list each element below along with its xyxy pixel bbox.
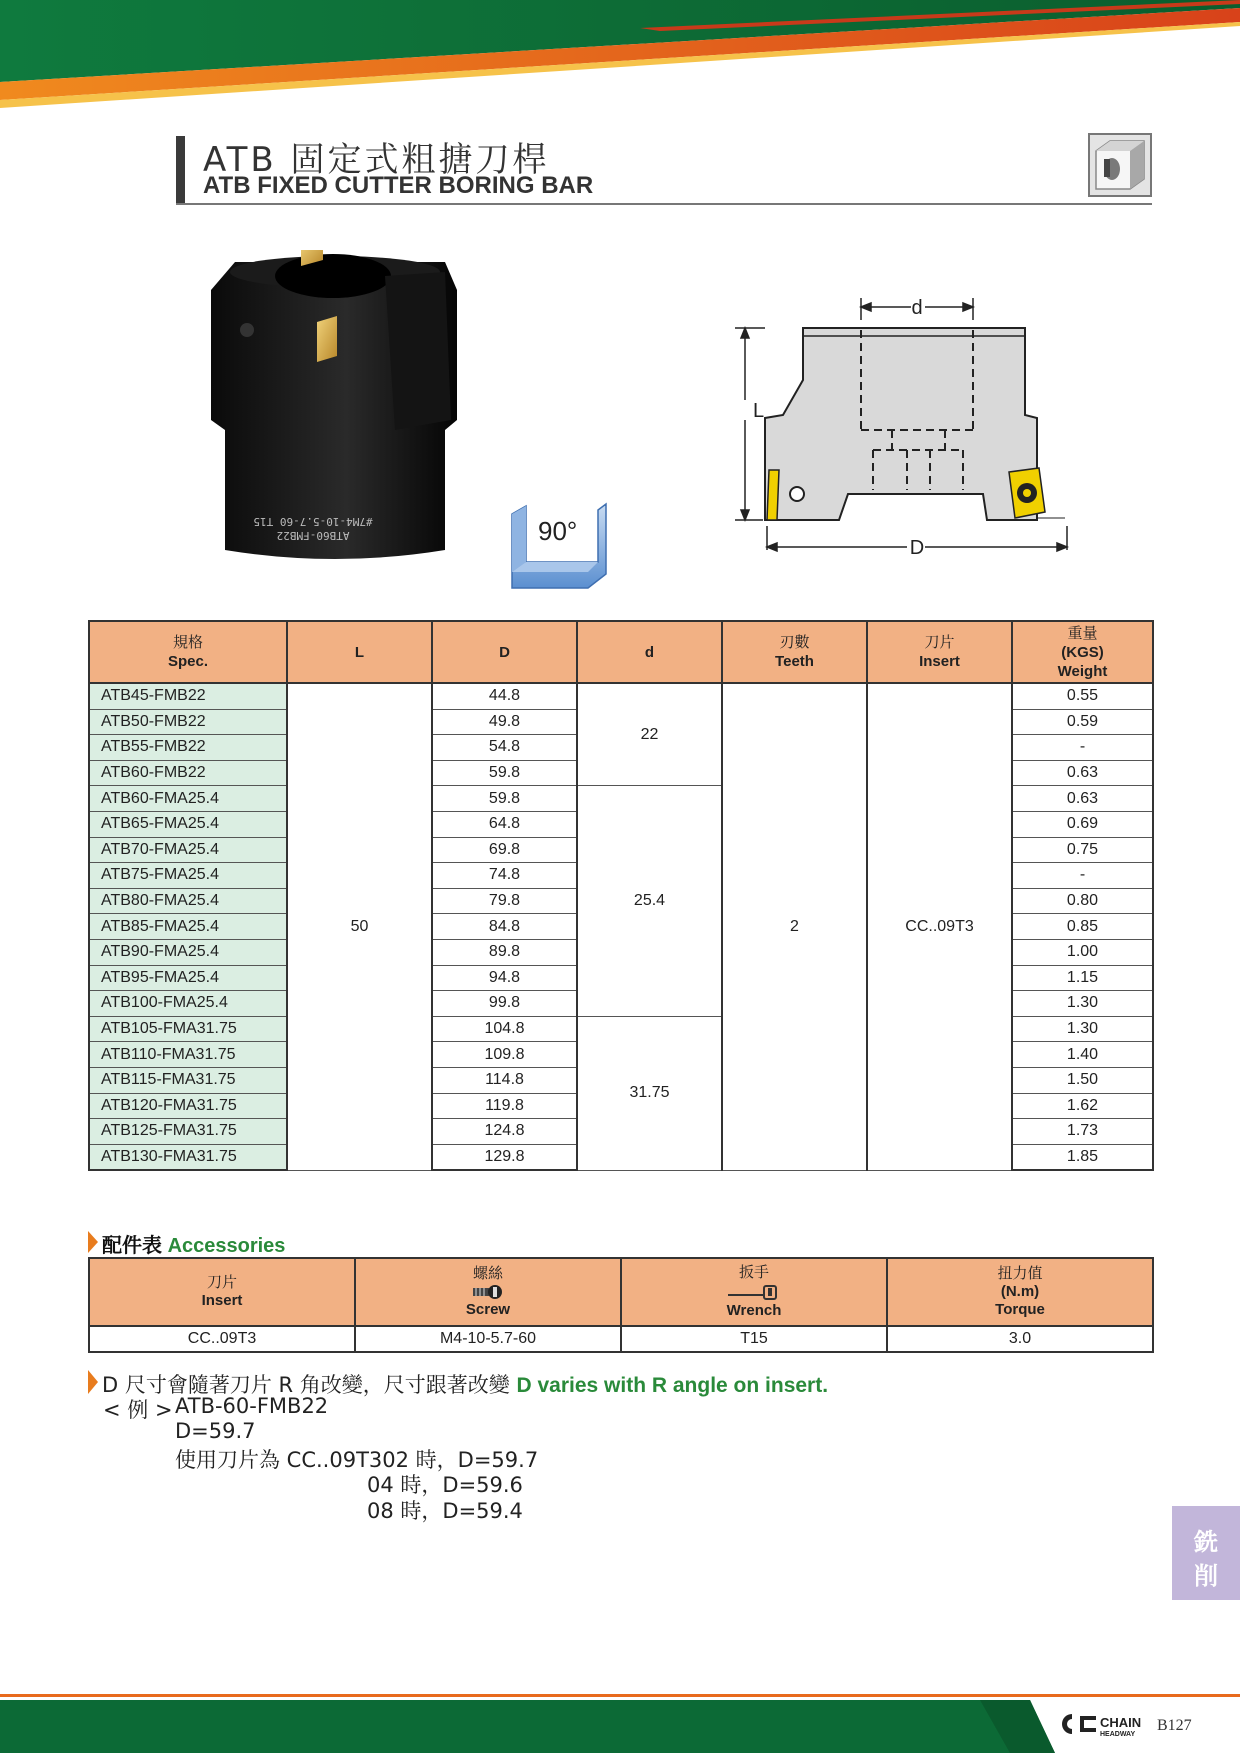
spec-cell: ATB75-FMA25.4 bbox=[89, 863, 287, 889]
D-cell: 59.8 bbox=[432, 760, 577, 786]
weight-cell: - bbox=[1012, 735, 1153, 761]
col-d: d bbox=[577, 621, 722, 683]
accessories-heading bbox=[102, 1229, 285, 1258]
diagram-label-L: L bbox=[753, 400, 765, 422]
acc-wrench-value: T15 bbox=[621, 1326, 887, 1352]
weight-cell: 1.30 bbox=[1012, 991, 1153, 1017]
acc-col-insert: 刀片 Insert bbox=[89, 1258, 355, 1326]
D-cell: 49.8 bbox=[432, 709, 577, 735]
d-cell: 22 bbox=[577, 683, 722, 786]
note-line-insert: 使用刀片為 CC..09T302 時，D=59.7 bbox=[175, 1448, 539, 1472]
D-cell: 99.8 bbox=[432, 991, 577, 1017]
acc-col-wrench: 扳手 Wrench bbox=[621, 1258, 887, 1326]
boring-tool-icon bbox=[1088, 133, 1152, 197]
note-marker-icon bbox=[88, 1370, 98, 1394]
section-tab-char-2: 削 bbox=[1194, 1562, 1218, 1590]
acc-torque-value: 3.0 bbox=[887, 1326, 1153, 1352]
D-cell: 64.8 bbox=[432, 811, 577, 837]
D-cell: 69.8 bbox=[432, 837, 577, 863]
section-tab-char-1: 銑 bbox=[1194, 1528, 1218, 1556]
D-cell: 74.8 bbox=[432, 863, 577, 889]
col-D: D bbox=[432, 621, 577, 683]
D-cell: 109.8 bbox=[432, 1042, 577, 1068]
acc-col-screw: 螺絲 Screw bbox=[355, 1258, 621, 1326]
spec-cell: ATB115-FMA31.75 bbox=[89, 1067, 287, 1093]
weight-cell: 0.75 bbox=[1012, 837, 1153, 863]
spec-cell: ATB105-FMA31.75 bbox=[89, 1016, 287, 1042]
spec-cell: ATB130-FMA31.75 bbox=[89, 1144, 287, 1170]
spec-cell: ATB125-FMA31.75 bbox=[89, 1119, 287, 1145]
accessories-marker-icon bbox=[88, 1231, 98, 1253]
D-cell: 54.8 bbox=[432, 735, 577, 761]
product-marking-line-2: #7M4-10-5.7-60 T15 bbox=[253, 515, 373, 528]
weight-cell: 1.40 bbox=[1012, 1042, 1153, 1068]
weight-cell: 0.85 bbox=[1012, 914, 1153, 940]
L-cell: 50 bbox=[287, 683, 432, 1170]
spec-cell: ATB95-FMA25.4 bbox=[89, 965, 287, 991]
logo-brand-main: CHAIN bbox=[1100, 1715, 1142, 1730]
spec-cell: ATB45-FMB22 bbox=[89, 683, 287, 709]
top-banner bbox=[0, 0, 1240, 120]
page-number: B127 bbox=[1157, 1717, 1192, 1734]
D-cell: 79.8 bbox=[432, 888, 577, 914]
spec-cell: ATB85-FMA25.4 bbox=[89, 914, 287, 940]
D-cell: 129.8 bbox=[432, 1144, 577, 1170]
spec-table bbox=[88, 620, 1154, 1171]
col-L: L bbox=[287, 621, 432, 683]
spec-cell: ATB90-FMA25.4 bbox=[89, 939, 287, 965]
D-cell: 94.8 bbox=[432, 965, 577, 991]
accessories-heading-cn: 配件表 bbox=[102, 1233, 162, 1257]
D-cell: 119.8 bbox=[432, 1093, 577, 1119]
D-cell: 59.8 bbox=[432, 786, 577, 812]
spec-cell: ATB60-FMA25.4 bbox=[89, 786, 287, 812]
weight-cell: 0.69 bbox=[1012, 811, 1153, 837]
D-cell: 89.8 bbox=[432, 939, 577, 965]
insert-cell: CC..09T3 bbox=[867, 683, 1012, 1170]
note-line-08: 08 時，D=59.4 bbox=[367, 1499, 523, 1523]
spec-cell: ATB110-FMA31.75 bbox=[89, 1042, 287, 1068]
diagram-label-d: d bbox=[911, 297, 923, 319]
acc-col-torque: 扭力值 (N.m) Torque bbox=[887, 1258, 1153, 1326]
spec-cell: ATB100-FMA25.4 bbox=[89, 991, 287, 1017]
teeth-cell: 2 bbox=[722, 683, 867, 1170]
product-marking-line-1: ATB60-FMB22 bbox=[276, 529, 350, 542]
note-line-1-en: D varies with R angle on insert. bbox=[516, 1374, 829, 1397]
spec-cell: ATB50-FMB22 bbox=[89, 709, 287, 735]
accessories-heading-en: Accessories bbox=[167, 1235, 286, 1257]
note-line-1-cn: D 尺寸會隨著刀片 R 角改變，尺寸跟著改變 bbox=[102, 1373, 510, 1397]
note-line-04: 04 時，D=59.6 bbox=[367, 1473, 523, 1497]
accessories-header bbox=[89, 1258, 1153, 1326]
diagram-label-D: D bbox=[909, 537, 925, 559]
weight-cell: 0.55 bbox=[1012, 683, 1153, 709]
page-title-cn: ATB 固定式粗搪刀桿 bbox=[203, 140, 550, 180]
title-bar bbox=[176, 136, 185, 205]
weight-cell: 1.15 bbox=[1012, 965, 1153, 991]
wrench-icon bbox=[726, 1283, 782, 1301]
weight-cell: 0.63 bbox=[1012, 786, 1153, 812]
weight-cell: 1.62 bbox=[1012, 1093, 1153, 1119]
note-d-value: D=59.7 bbox=[175, 1419, 256, 1443]
title-rule bbox=[176, 203, 1152, 205]
weight-cell: 0.63 bbox=[1012, 760, 1153, 786]
weight-cell: - bbox=[1012, 863, 1153, 889]
weight-cell: 1.50 bbox=[1012, 1067, 1153, 1093]
weight-cell: 1.85 bbox=[1012, 1144, 1153, 1170]
D-cell: 84.8 bbox=[432, 914, 577, 940]
screw-icon bbox=[471, 1284, 505, 1300]
D-cell: 114.8 bbox=[432, 1067, 577, 1093]
spec-cell: ATB65-FMA25.4 bbox=[89, 811, 287, 837]
d-cell: 31.75 bbox=[577, 1016, 722, 1170]
weight-cell: 1.00 bbox=[1012, 939, 1153, 965]
spec-cell: ATB60-FMB22 bbox=[89, 760, 287, 786]
spec-cell: ATB80-FMA25.4 bbox=[89, 888, 287, 914]
acc-insert-value: CC..09T3 bbox=[89, 1326, 355, 1352]
weight-cell: 1.30 bbox=[1012, 1016, 1153, 1042]
accessories-table bbox=[88, 1257, 1154, 1353]
table-row bbox=[89, 1326, 1153, 1352]
spec-cell: ATB120-FMA31.75 bbox=[89, 1093, 287, 1119]
page-title-en: ATB FIXED CUTTER BORING BAR bbox=[203, 172, 594, 199]
product-photo bbox=[205, 250, 470, 570]
col-weight: 重量 (KGS) Weight bbox=[1012, 621, 1153, 683]
angle-label: 90° bbox=[538, 516, 578, 546]
footer-band bbox=[0, 1694, 1240, 1753]
table-row bbox=[89, 683, 1153, 709]
col-spec: 規格 Spec. bbox=[89, 621, 287, 683]
section-tab-milling[interactable] bbox=[1172, 1506, 1240, 1600]
col-insert: 刀片 Insert bbox=[867, 621, 1012, 683]
D-cell: 124.8 bbox=[432, 1119, 577, 1145]
spec-table-header bbox=[89, 621, 1153, 683]
weight-cell: 1.73 bbox=[1012, 1119, 1153, 1145]
col-teeth: 刃數 Teeth bbox=[722, 621, 867, 683]
spec-cell: ATB70-FMA25.4 bbox=[89, 837, 287, 863]
logo-brand-sub: HEADWAY bbox=[1100, 1731, 1136, 1738]
spec-cell: ATB55-FMB22 bbox=[89, 735, 287, 761]
D-cell: 104.8 bbox=[432, 1016, 577, 1042]
insert-left-icon bbox=[767, 470, 779, 520]
weight-cell: 0.59 bbox=[1012, 709, 1153, 735]
acc-screw-value: M4-10-5.7-60 bbox=[355, 1326, 621, 1352]
d-cell: 25.4 bbox=[577, 786, 722, 1016]
dimension-diagram bbox=[735, 290, 1075, 560]
note-example-spec: ATB-60-FMB22 bbox=[175, 1394, 329, 1418]
D-cell: 44.8 bbox=[432, 683, 577, 709]
note-example-label: < 例 > bbox=[103, 1398, 173, 1422]
weight-cell: 0.80 bbox=[1012, 888, 1153, 914]
